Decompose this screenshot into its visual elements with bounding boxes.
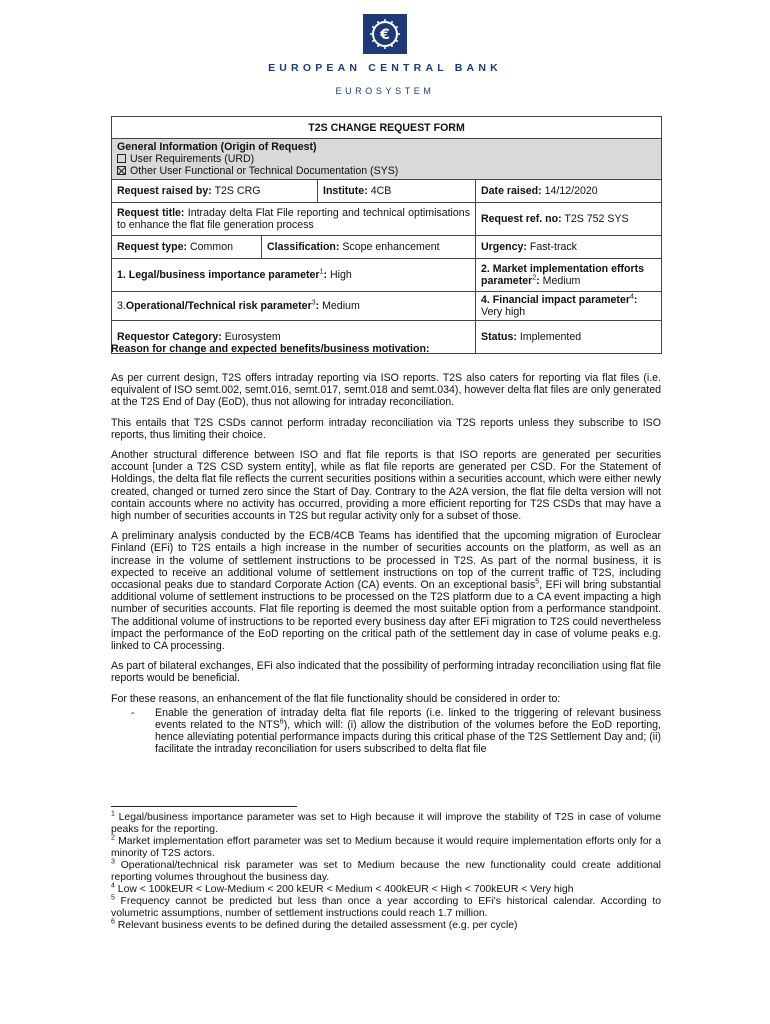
request-title-value: Intraday delta Flat File reporting and technical optimisations to enhance the flat file generation process [117,207,470,231]
operational-risk-label: Operational/Technical risk parameter [125,300,312,312]
date-raised-label: Date raised: [481,185,542,197]
bullet-text: Enable the generation of intraday delta flat file reports (i.e. linked to the triggering of relevant business events related to the NTS$^6$), which will: (i) allow the distribution of the volumes before the EoD reporting, hence alleviating potential performance impacts during this critical phase of the T2S Settlement Day and; (ii) facilitate the intraday reconciliation for users subscribed to delta flat file [155,706,661,756]
request-ref-value: T2S 752 SYS [564,213,629,225]
institute-label: Institute: [323,185,368,197]
paragraph: A preliminary analysis conducted by the ECB/4CB Teams has identified that the upcoming migration of Euroclear Finland (EFi) to T2S entails a high increase in the number of securities accounts on the platform, as well as an increase in the volume of settlement instructions to be processed in T2S. As part of the normal business, it is expected to receive an additional volume of settlement instructions on top of the current traffic of T2S, including occasional peaks due to standard Corporate Action (CA) events. On an exceptional basis$^5$, EFi will bring substantial additional volume of settlement instructions to be processed on the T2S platform due to a CA event impacting a high number of securities accounts. Flat file reporting is deemed the most suitable option from a performance standpoint. The additional volume of instructions to be reported every business day after EFi migration to T2S could nevertheless impact the performance of the EoD reporting on the critical path of the settlement day in case of volume peaks e.g. linked to CA processing. [111,530,661,653]
market-implementation-value: Medium [542,275,581,287]
institute-cell [318,180,476,203]
paragraph: As per current design, T2S offers intraday reporting via ISO reports. T2S also caters for reporting via flat files (i.e. equivalent of ISO semt.002, semt.016, semt.017, semt.018 and semt.034), however delta flat files are only generated at the T2S End of Day (EoD), thus not allowing for intraday reconciliation. [111,372,661,409]
sys-checkbox-checked[interactable] [117,166,126,175]
footnote: $^3$ Operational/technical risk parameter was set to Medium because the new functionality could create additional reporting volumes throughout the business day. [111,858,661,883]
legal-importance-value: High [329,269,352,281]
operational-risk-value: Medium [322,300,360,312]
requestor-category-label: Requestor Category: [117,331,222,343]
request-raised-by-value: T2S CRG [214,185,261,197]
footnote-ref[interactable]: 1 [319,268,324,276]
paragraph: This entails that T2S CSDs cannot perform intraday reconciliation via T2S reports unless they subscribe to ISO reports, thus limiting their choice. [111,416,661,441]
status-value: Implemented [519,331,582,343]
body-text [111,372,661,756]
paragraph: For these reasons, an enhancement of the flat file functionality should be considered in order to: [111,692,561,705]
operational-risk-cell: 3.Operational/Technical risk parameter$^3$: Medium [112,292,476,321]
urgency-label: Urgency: [481,241,527,253]
urgency-value: Fast-track [529,241,577,253]
bank-name: EUROPEAN CENTRAL BANK [268,62,502,74]
legal-business-importance-cell: 1. Legal/business importance parameter$^1$: High [112,259,476,292]
eurosystem-label: EUROSYSTEM [335,86,435,96]
request-title-cell [112,203,476,236]
sys-option-label: Other User Functional or Technical Documentation (SYS) [130,165,399,177]
euro-stars-logo-icon [363,14,407,54]
classification-label: Classification: [267,241,340,253]
general-info-label: General Information (Origin of Request) [117,141,317,153]
request-type-cell [112,236,262,259]
general-information-section [112,139,662,180]
request-ref-label: Request ref. no: [481,213,562,225]
footnote: $^5$ Frequency cannot be predicted but less than once a year according to EFi's historical calendar. According to volumetric assumptions, number of settlement instructions could reach 1.7 million. [111,894,661,919]
status-label: Status: [481,331,517,343]
urgency-cell [476,236,662,259]
paragraph: Another structural difference between ISO and flat file reports is that ISO reports are generated per securities account [under a T2S CSD system entity], while as flat file reports are generated per CSD. For the Statement of Holdings, the delta flat file reflects the current securities positions within a securities account, which were either newly created, changed or turned zero since the Start of Day. Contrary to the A2A version, the flat file delta version will not contain accounts where no activity has occurred, providing a more efficient reporting for T2S CSDs that may have a high number of securities accounts in T2S but regular activity only for a subset of those. [111,449,661,523]
footnote: $^4$ Low < 100kEUR < Low-Medium < 200 kEUR < Medium < 400kEUR < High < 700kEUR < Very high [111,882,574,895]
market-implementation-label: 2. Market implementation efforts parameter [481,263,645,287]
market-implementation-cell: 2. Market implementation efforts parameter$^2$: Medium [476,259,662,292]
operational-risk-number: 3. [117,300,126,312]
classification-value: Scope enhancement [342,241,440,253]
financial-impact-value: Very high [481,306,526,318]
request-title-label: Request title: [117,207,185,219]
urd-option-label: User Requirements (URD) [130,153,255,165]
request-ref-cell [476,203,662,236]
classification-cell [262,236,476,259]
request-raised-by-label: Request raised by: [117,185,212,197]
change-request-form-table [111,116,662,354]
requestor-category-value: Eurosystem [224,331,281,343]
legal-importance-label: 1. Legal/business importance parameter [117,269,320,281]
date-raised-cell [476,180,662,203]
financial-impact-label: 4. Financial impact parameter [481,294,630,306]
form-title: T2S CHANGE REQUEST FORM [112,117,662,139]
urd-checkbox[interactable] [117,154,126,163]
financial-impact-cell: 4. Financial impact parameter$^4$: Very high [476,292,662,321]
request-raised-by-cell [112,180,318,203]
request-type-label: Request type: [117,241,188,253]
list-item [111,707,661,756]
institute-value: 4CB [370,185,392,197]
bullet-dash: - [131,706,135,719]
footnote-ref[interactable]: 6 [279,718,284,726]
footnote-divider [111,806,297,807]
footnote: $^1$ Legal/business importance parameter was set to High because it will improve the stability of T2S in case of volume peaks for the reporting. [111,810,661,835]
footnotes [111,812,661,932]
status-cell [476,321,662,354]
paragraph: As part of bilateral exchanges, EFi also indicated that the possibility of performing intraday reconciliation using flat file reports would be beneficial. [111,660,661,685]
date-raised-value: 14/12/2020 [544,185,598,197]
footnote: $^2$ Market implementation effort parameter was set to Medium because it would require implementation efforts only for a minority of T2S actors. [111,834,661,859]
svg-text:€: € [380,27,390,43]
footnote-ref[interactable]: 4 [629,293,634,301]
footnote: $^6$ Relevant business events to be defined during the detailed assessment (e.g. per cycle) [111,918,518,931]
footnote-ref[interactable]: 2 [532,274,537,282]
footnote-ref[interactable]: 3 [311,299,316,307]
reason-heading: Reason for change and expected benefits/business motivation: [111,343,430,355]
request-type-value: Common [190,241,233,253]
footnote-ref[interactable]: 5 [535,578,540,586]
